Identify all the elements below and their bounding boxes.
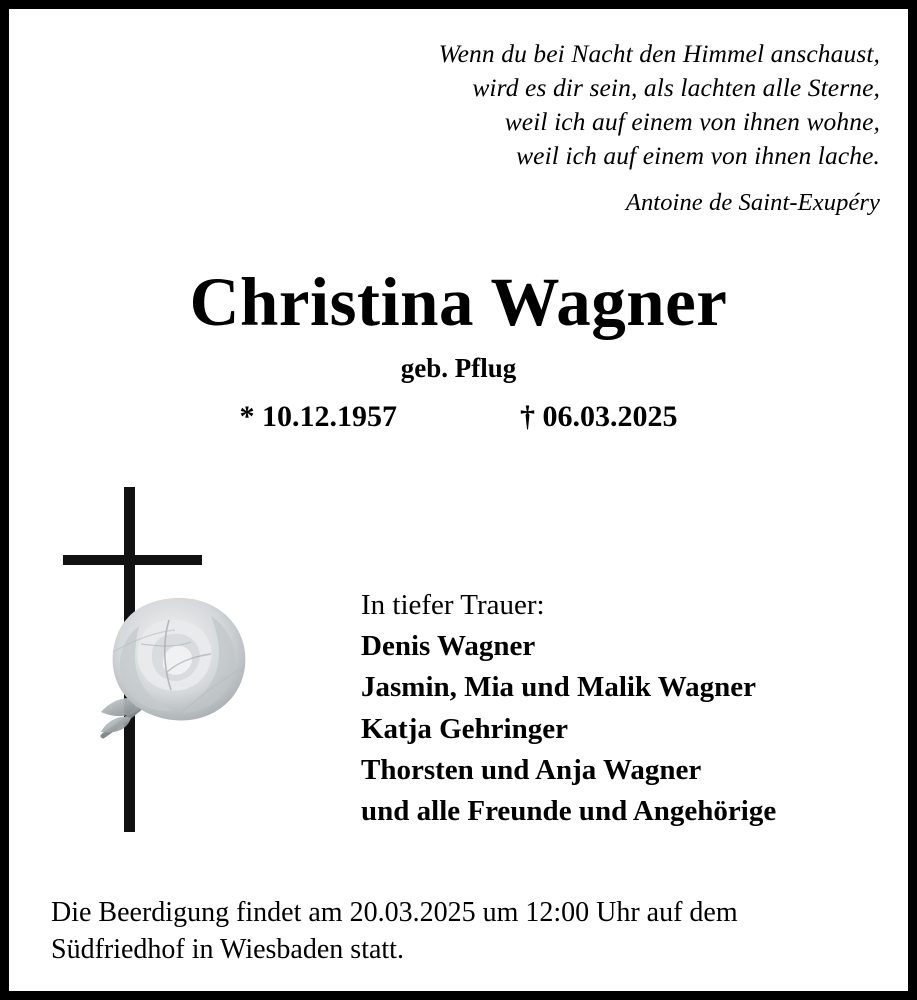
cross-icon-crossbar	[63, 555, 202, 565]
mourners-title: In tiefer Trauer:	[361, 589, 545, 621]
maiden-name: geb. Pflug	[400, 352, 517, 383]
poem-line-4: weil ich auf einem von ihnen lache.	[516, 140, 880, 170]
poem-line-2: wird es dir sein, als lachten alle Sterne,	[472, 72, 880, 102]
mourner-name-4: Thorsten und Anja Wagner	[361, 753, 702, 786]
death-date: † 06.03.2025	[520, 399, 678, 433]
life-dates	[9, 400, 908, 434]
mourner-name-3: Katja Gehringer	[361, 712, 568, 745]
obituary-inner	[9, 9, 908, 991]
mourner-name-5: und alle Freunde und Angehörige	[361, 794, 777, 827]
funeral-details-line-2: Südfriedhof in Wiesbaden statt.	[51, 934, 404, 966]
funeral-details	[51, 894, 866, 968]
birth-date: * 10.12.1957	[239, 399, 397, 433]
poem-author: Antoine de Saint-Exupéry	[625, 188, 880, 216]
mourner-name-2: Jasmin, Mia und Malik Wagner	[361, 671, 757, 704]
funeral-details-line-1: Die Beerdigung findet am 20.03.2025 um 12:00 Uhr auf dem	[51, 897, 738, 928]
page-title: Christina Wagner	[189, 264, 728, 340]
deceased-name-block	[9, 264, 908, 434]
memorial-poem	[9, 37, 880, 219]
poem-line-3: weil ich auf einem von ihnen wohne,	[504, 106, 880, 136]
mourners-block	[361, 585, 881, 832]
poem-line-1: Wenn du bei Nacht den Himmel anschaust,	[438, 39, 880, 68]
cross-and-rose-graphic	[57, 477, 287, 842]
mourner-name-1: Denis Wagner	[361, 630, 536, 663]
rose-icon	[79, 582, 269, 772]
